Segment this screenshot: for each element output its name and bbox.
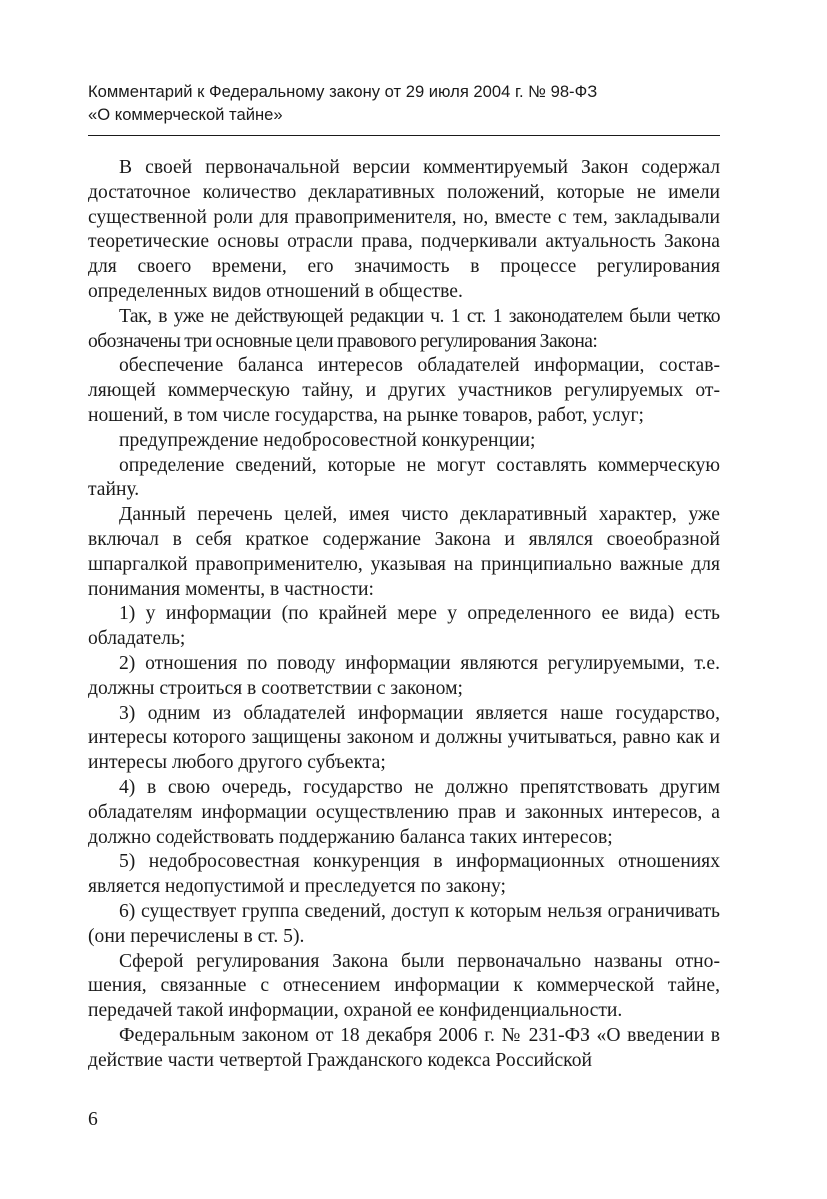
header-divider — [88, 135, 720, 136]
list-item-2: 2) отношения по поводу информации являются регулируемыми, т.е. должны строиться в соответствии с законом; — [88, 652, 720, 699]
body-text — [88, 156, 720, 1073]
running-head-line-2: «О коммерческой тайне» — [88, 105, 283, 124]
paragraph-5: Федеральным законом от 18 декабря 2006 г. № 231-ФЗ «О введении в действие части четвертой Гражданского кодекса Российской — [88, 1024, 720, 1071]
running-head — [88, 80, 720, 126]
paragraph-3: Данный перечень целей, имея чисто декларативный характер, уже включал в себя краткое содержание Закона и являлся своеобразной шпаргалкой правоприменителю, указывая на принципиально важные для понимания моменты, в частности: — [88, 504, 720, 600]
paragraph-1: В своей первоначальной версии комментируемый Закон содержал достаточное количество декларативных положений, которые не имели существенной роли для правоприменителя, но, вместе с тем, закладывали теоретические основы отрасли права, подчеркивали актуальность Закона для своего времени, его значимость в процессе регулирования определенных видов отношений в обществе. — [88, 157, 720, 302]
list-item-3: 3) одним из обладателей информации является наше государство, интересы которого защищены законом и должны учитываться, равно как и интересы любого другого субъекта; — [88, 702, 720, 774]
list-item-4: 4) в свою очередь, государство не должно препятствовать другим обладателям информации осуществлению прав и законных интересов, а должно содействовать поддержанию баланса таких интересов; — [88, 776, 720, 848]
goal-item-2: предупреждение недобросовестной конкуренции; — [119, 429, 536, 451]
page-number: 6 — [88, 1109, 98, 1130]
goal-item-1: обеспечение баланса интересов обладателей информации, составляющей коммерческую тайну, и других участников регулируемых отношений, в том числе государства, на рынке товаров, работ, услуг; — [88, 355, 720, 426]
paragraph-2: Так, в уже не действующей редакции ч. 1 ст. 1 законодателем были четко обозначены три основные цели правового регулирования Закона: — [88, 305, 720, 352]
list-item-5: 5) недобросовестная конкуренция в информационных отношениях является недопустимой и преследуется по закону; — [88, 851, 720, 898]
list-item-1: 1) у информации (по крайней мере у определенного ее вида) есть обладатель; — [88, 603, 720, 650]
list-item-6: 6) существует группа сведений, доступ к которым нельзя ограничивать (они перечислены в ст. 5). — [88, 900, 720, 947]
goal-item-3: определение сведений, которые не могут составлять коммерческую тайну. — [88, 454, 720, 501]
paragraph-4: Сферой регулирования Закона были первоначально названы отношения, связанные с отнесением информации к коммерческой тайне, передачей такой информации, охраной ее конфиденциальности. — [88, 950, 720, 1022]
running-head-line-1: Комментарий к Федеральному закону от 29 июля 2004 г. № 98-ФЗ — [88, 82, 598, 101]
